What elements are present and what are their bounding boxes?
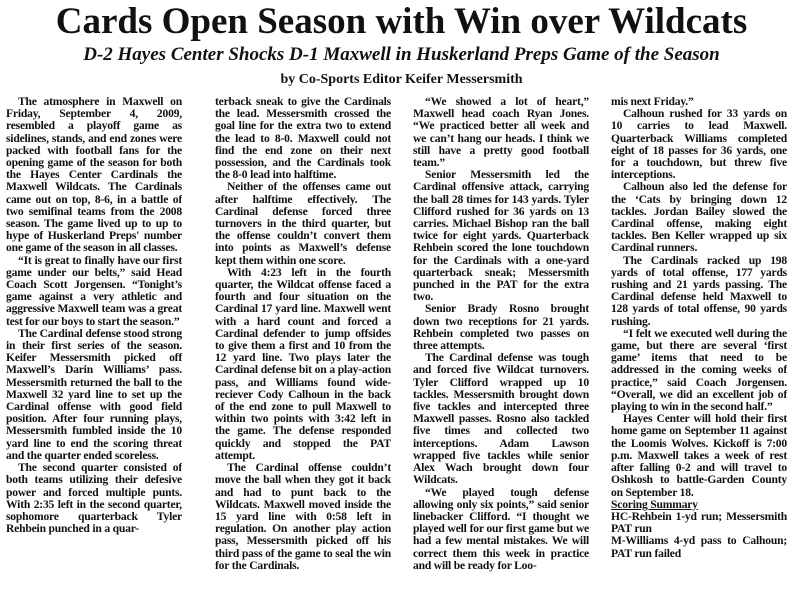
paragraph: “We showed a lot of heart,” Maxwell head coach Ryan Jones. “We practiced better all week and we can’t hang our heads. I think we still have a pretty good football team.”	[413, 96, 589, 170]
paragraph: Calhoun also led the defense for the ‘Cats by bringing down 12 tackles. Jordan Bailey slowed the Cardinal offense, making eight tackles. Ben Keller wrapped up six Cardinal runners.	[611, 180, 787, 255]
article-column-3	[413, 96, 589, 595]
paragraph: The second quarter consisted of both teams utilizing their defesive power and forced multiple punts. With 2:35 left in the second quarter, sophomore quarterback Tyler Rehbein punched in a quar-	[6, 461, 182, 536]
paragraph: Calhoun rushed for 33 yards on 10 carries to lead Maxwell. Quarterback Williams completed eight of 18 passes for 36 yards, one for a touchdown, but threw five interceptions.	[611, 107, 787, 182]
scoring-summary-line: HC-Rehbein 1-yd run; Messersmith PAT run	[611, 509, 787, 536]
paragraph: The Cardinal offense couldn’t move the ball when they got it back and had to punt back to the Wildcats. Maxwell moved inside the 15 yard line with 0:58 left in regulation. On another play action pass, Messersmith picked off his third pass of the game to seal the win for the Cardinals.	[215, 461, 391, 572]
paragraph: Senior Brady Rosno brought down two receptions for 21 yards. Rehbein completed two passes on three attempts.	[413, 302, 589, 353]
article-column-1	[6, 96, 182, 595]
scoring-summary-line: M-Williams 4-yd pass to Calhoun; PAT run failed	[611, 534, 787, 560]
paragraph: Senior Messersmith led the Cardinal offensive attack, carrying the ball 28 times for 143 yards. Tyler Clifford rushed for 36 yards on 13 carries. Michael Bishop ran the ball twice for eight yards. Quarterback Rehbein scored the lone touchdown for the Cardinals with a one-yard quarterback sneak; Messersmith punched in the PAT for the extra two.	[413, 168, 589, 304]
paragraph: Neither of the offenses came out after halftime effectively. The Cardinal defense forced three turnovers in the third quarter, but the offense couldn’t convert them into points as Maxwell’s defense kept them within one score.	[215, 180, 391, 267]
paragraph: The Cardinal defense stood strong in their first series of the season. Keifer Messersmith picked off Maxwell’s Darin Williams’ pass. Messersmith returned the ball to the Maxwell 32 yard line to set up the Cardinal offense with good field position. After four running plays, Messersmith fumbled inside the 10 yard line to end the scoring threat and the quarter ended scoreless.	[6, 326, 182, 462]
article-column-4	[611, 96, 787, 595]
paragraph: “We played tough defense allowing only six points,” said senior linebacker Clifford. “I thought we played well for our first game but we had a few mental mistakes. We will correct them this week in practice and will be ready for Loo-	[413, 485, 589, 572]
paragraph: Hayes Center will hold their first home game on September 11 against the Loomis Wolves. Kickoff is 7:00 p.m. Maxwell takes a week of rest after falling 0-2 and will travel to Oshkosh to battle-Garden County on September 18.	[611, 412, 787, 499]
paragraph: The atmosphere in Maxwell on Friday, September 4, 2009, resembled a playoff game as sidelines, stands, and end zones were packed with football fans for the opening game of the season for both the Hayes Center Cardinals the Maxwell Wildcats. The Cardinals came out on top, 8-6, in a battle of two semifinal teams from the 2008 season. The game lived up to up to hype of Huskerland Preps' number one game of the season in all classes.	[6, 96, 182, 255]
paragraph: mis next Friday.”	[611, 96, 694, 108]
article-column-2	[215, 96, 391, 595]
subheadline: D-2 Hayes Center Shocks D-1 Maxwell in Huskerland Preps Game of the Season	[83, 44, 720, 65]
paragraph: terback sneak to give the Cardinals the lead. Messersmith crossed the goal line for the extra two to extend the lead to 8-0. Maxwell could not find the end zone on their next possession, and the Cardinals took the 8-0 lead into halftime.	[215, 96, 391, 182]
scoring-summary-title: Scoring Summary	[611, 497, 698, 511]
paragraph: “I felt we executed well during the game, but there are several ‘first game’ items that need to be addressed in the coming weeks of practice,” said Coach Jorgensen. “Overall, we did an excellent job of playing to win in the second half.”	[611, 326, 787, 414]
paragraph: The Cardinals racked up 198 yards of total offense, 177 yards rushing and 21 yards passing. The Cardinal defense held Maxwell to 128 yards of total offense, 90 yards rushing.	[611, 253, 787, 328]
paragraph: “It is great to finally have our first game under our belts,” said Head Coach Scott Jorgensen. “Tonight’s game against a very athletic and aggressive Maxwell team was a great test for our boys to start the season.”	[6, 253, 182, 328]
paragraph: The Cardinal defense was tough and forced five Wildcat turnovers. Tyler Clifford wrapped up 10 tackles. Messersmith brought down five tackles and intercepted three Maxwell passes. Rosno also tackled five times and collected two interceptions. Adam Lawson wrapped five tackles while senior Alex Wach brought down four Wildcats.	[413, 351, 589, 487]
paragraph: With 4:23 left in the fourth quarter, the Wildcat offense faced a fourth and four situation on the Cardinal 17 yard line. Maxwell went with a hard count and forced a Cardinal defender to jump offsides to give them a first and 10 from the 12 yard line. Two plays later the Cardinal defense bit on a play-action pass, and Williams found wide-reciever Cody Calhoun in the back of the end zone to pull Maxwell to within two points with 3:42 left in the game. The defense responded quickly and stopped the PAT attempt.	[215, 265, 391, 462]
byline: by Co-Sports Editor Keifer Messersmith	[280, 72, 523, 87]
headline: Cards Open Season with Win over Wildcats	[55, 1, 748, 42]
